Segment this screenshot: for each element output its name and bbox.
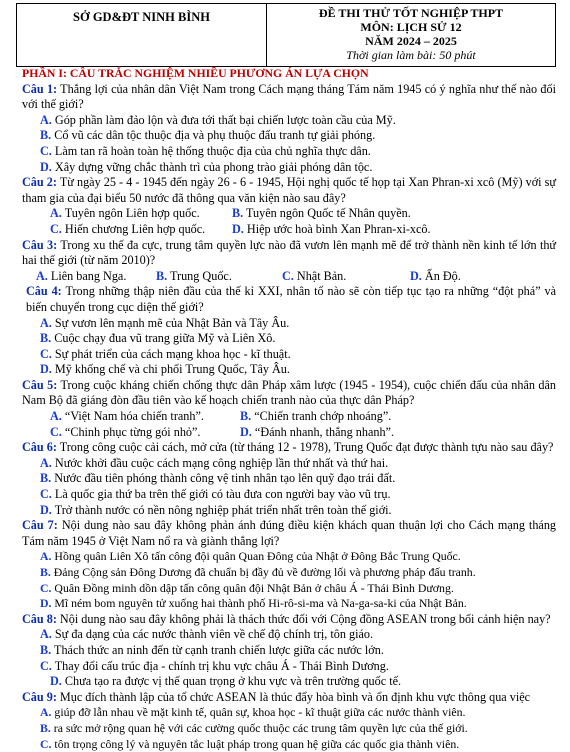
option-text: “Việt Nam hóa chiến tranh”. [64,409,204,424]
option-key: A. [50,206,62,221]
option-row [28,471,556,487]
option-row [28,347,556,363]
option-key: B. [156,268,168,283]
question-text: Nội dung nào sau đây không phải là thách thức đối với Cộng đồng ASEAN trong bối cảnh hiện nay? [59,611,551,626]
option-text: Là quốc gia thứ ba trên thế giới có tàu đưa con người bay vào vũ trụ. [54,487,391,502]
option-row [28,316,556,332]
option-text: Ấn Độ. [424,268,461,283]
option-key: A. [40,112,52,127]
option-text: Tuyên ngôn Quốc tế Nhân quyền. [246,206,411,221]
option-quad-row [28,269,556,285]
option-key: B. [40,565,51,579]
question-number: Câu 8: [22,611,57,626]
option-cell [232,206,411,222]
exam-body [22,66,557,752]
option-text: Liên bang Nga. [50,268,127,283]
option-row [28,705,556,721]
option-text: Chưa tạo ra được vị thế quan trọng ở khu vực và trên trường quốc tế. [64,674,402,689]
department-name: SỞ GD&ĐT NINH BÌNH [73,10,210,24]
option-key: A. [40,315,52,330]
option-key: B. [232,206,244,221]
option-cell [410,269,461,285]
exam-title: ĐỀ THI THỬ TỐT NGHIỆP THPT [318,6,504,20]
question-number: Câu 5: [22,377,58,392]
exam-duration: Thời gian làm bài: 50 phút [346,48,476,62]
question-2 [22,175,556,206]
option-key: D. [240,424,252,439]
option-text: Cuộc chạy đua vũ trang giữa Mỹ và Liên Xô. [54,331,276,346]
option-row [28,737,556,752]
option-row [28,113,556,129]
option-row [28,659,556,675]
option-key: A. [40,627,52,642]
question-6 [22,440,556,456]
option-key: C. [282,268,294,283]
question-number: Câu 1: [22,81,58,96]
option-text: Thay đổi cấu trúc địa - chính trị khu vực châu Á - Thái Bình Dương. [54,658,389,673]
option-key: C. [50,424,62,439]
option-text: Xây dựng vững chắc thành trì của phong trào giải phóng dân tộc. [54,159,373,174]
option-text: Nước khởi đầu cuộc cách mạng công nghiệp lần thứ nhất và thứ hai. [54,455,389,470]
option-text: giúp đỡ lẫn nhau về mặt kinh tế, quân sự, khoa học - kĩ thuật giữa các nước thành viên. [54,705,466,720]
question-text: Trong những thập niên đầu của thế kỉ XXI, nhân tố nào sẽ còn tiếp tục tạo ra những “đột phá” và biến chuyển trong cục diện thế giới? [26,284,557,314]
option-row [28,487,556,503]
question-number: Câu 9: [22,689,57,704]
header-left-cell [17,4,267,66]
option-text: Thách thức an ninh đến từ cạnh tranh chiến lược giữa các nước lớn. [54,642,384,657]
option-text: “Chinh phục từng gói nhỏ”. [64,424,201,439]
option-key: A. [50,409,62,424]
option-text: “Đánh nhanh, thắng nhanh”. [254,424,395,439]
question-text: Trong công cuộc cải cách, mở cửa (từ tháng 12 - 1978), Trung Quốc đạt được thành tựu nào sau đây? [59,440,554,455]
option-text: Sự đa dạng của các nước thành viên về chế độ chính trị, tôn giáo. [54,627,374,642]
question-9 [22,690,556,706]
option-text: Sự vươn lên mạnh mẽ của Nhật Bản và Tây Âu. [54,315,290,330]
option-key: B. [240,409,252,424]
question-5 [22,378,556,409]
option-pair-row [28,222,556,238]
option-key: C. [40,580,52,595]
option-key: C. [40,736,52,751]
option-row [28,331,556,347]
option-text: Hiến chương Liên hợp quốc. [64,221,206,236]
option-row [28,128,556,144]
school-year: NĂM 2024 – 2025 [365,34,457,48]
option-row [28,144,556,160]
option-row [28,503,556,519]
option-key: D. [50,674,62,689]
option-row [28,596,556,612]
subject-name: MÔN: LỊCH SỬ 12 [360,20,462,34]
option-key: D. [40,502,52,517]
option-key: C. [40,658,52,673]
option-key: B. [40,331,52,346]
option-row [28,674,556,690]
option-text: Đảng Cộng sản Đông Dương đã chuẩn bị đầy đủ về đường lối và phương pháp đấu tranh. [53,565,476,579]
option-cell [36,269,156,285]
option-row [28,549,556,565]
question-text: Từ ngày 25 - 4 - 1945 đến ngày 26 - 6 - 1945, Hội nghị quốc tế họp tại Xan Phran-xi xcô (Mỹ) với sự tham gia của đại biểu 50 nước đã thông qua văn kiện nào sau đây? [22,175,557,205]
option-key: C. [50,221,62,236]
option-cell [50,425,240,441]
option-pair-row [28,206,556,222]
question-text: Trong cuộc kháng chiến chống thực dân Pháp xâm lược (1945 - 1954), cuộc chiến đấu của nhân dân Nam Bộ đã giáng đòn đầu tiên vào kế hoạch chiến tranh nào của thực dân Pháp? [22,377,557,408]
question-text: Mục đích thành lập của tổ chức ASEAN là thúc đẩy hòa bình và ổn định khu vực thông qua việc [59,689,531,704]
option-key: B. [40,128,52,143]
option-text: Làm tan rã hoàn toàn hệ thống thuộc địa của chủ nghĩa thực dân. [54,143,371,158]
option-key: B. [40,720,51,735]
option-pair-row [28,425,556,441]
option-text: Quân Đồng minh dồn dập tấn công quân đội Nhật Bản ở châu Á - Thái Bình Dương. [54,580,454,595]
option-text: Mỹ khống chế và chi phối Trung Quốc, Tây Âu. [54,362,290,377]
option-text: Hồng quân Liên Xô tấn công đội quân Quan Đông của Nhật ở Đông Bắc Trung Quốc. [54,549,461,564]
question-number: Câu 2: [22,175,57,190]
option-row [28,581,556,597]
option-cell [282,269,410,285]
option-row [28,565,556,581]
option-text: Nhật Bản. [296,268,347,283]
option-text: Trở thành nước có nền nông nghiệp phát triển nhất trên toàn thế giới. [54,502,392,517]
option-text: Cổ vũ các dân tộc thuộc địa và phụ thuộc đấu tranh tự giải phóng. [54,128,376,143]
question-number: Câu 4: [26,284,62,299]
option-cell [232,222,431,238]
option-row [28,721,556,737]
section-title: PHẦN I: CÂU TRẮC NGHIỆM NHIỀU PHƯƠNG ÁN LỰA CHỌN [22,66,369,80]
question-1 [22,82,556,113]
option-key: A. [36,268,48,283]
option-text: Trung Quốc. [170,268,232,283]
option-row [28,362,556,378]
question-number: Câu 6: [22,440,57,455]
question-text: Thắng lợi của nhân dân Việt Nam trong Cách mạng tháng Tám năm 1945 có ý nghĩa như thế nào đối với thế giới? [22,81,556,112]
option-key: D. [40,159,52,174]
option-row [28,627,556,643]
option-row [28,160,556,176]
option-text: Tuyên ngôn Liên hợp quốc. [64,206,200,221]
question-text: Trong xu thế đa cực, trung tâm quyền lực nào đã vươn lên mạnh mẽ để trở thành nền kinh tế lớn thứ hai thế giới (từ năm 2010)? [22,237,557,268]
option-key: C. [40,143,52,158]
option-text: tôn trọng công lý và nguyên tắc luật pháp trong quan hệ giữa các quốc gia thành viên. [54,736,460,751]
option-key: A. [40,455,52,470]
question-number: Câu 7: [22,518,58,533]
option-row [28,456,556,472]
option-row [28,643,556,659]
option-text: ra sức mở rộng quan hệ với các cường quốc thuộc các trung tâm quyền lực của thế giới. [53,720,468,735]
option-text: Mĩ ném bom nguyên tử xuống hai thành phố Hi-rô-si-ma và Na-ga-sa-ki của Nhật Bản. [54,596,467,611]
question-8 [22,612,556,628]
option-key: A. [40,705,52,720]
option-key: D. [410,268,422,283]
option-key: B. [40,642,52,657]
option-cell [50,222,232,238]
option-key: A. [40,549,52,564]
question-4 [26,284,556,315]
option-text: Góp phần làm đảo lộn và đưa tới thất bại chiến lược toàn cầu của Mỹ. [54,112,396,127]
question-3 [22,238,556,269]
option-key: C. [40,346,52,361]
option-cell [50,409,240,425]
question-7 [22,518,556,549]
option-pair-row [28,409,556,425]
option-cell [156,269,282,285]
question-number: Câu 3: [22,237,58,252]
header-right-cell [267,4,555,66]
option-key: D. [40,362,52,377]
option-text: Hiệp ước hoà bình Xan Phran-xi-xcô. [246,221,431,236]
option-cell [50,206,232,222]
option-cell [240,425,394,441]
option-key: C. [40,487,52,502]
option-text: Sự phát triển của cách mạng khoa học - kĩ thuật. [54,346,291,361]
option-key: D. [40,596,52,611]
option-text: Nước đầu tiên phóng thành công vệ tinh nhân tạo lên quỹ đạo trái đất. [54,471,396,486]
question-text: Nội dung nào sau đây không phản ánh đúng điều kiện khách quan thuận lợi cho Cách mạng tháng Tám năm 1945 ở Việt Nam nổ ra và giành thắng lợi? [22,518,557,548]
option-key: B. [40,471,52,486]
exam-header [16,3,556,67]
option-key: D. [232,221,244,236]
option-text: “Chiến tranh chớp nhoáng”. [254,409,392,424]
option-cell [240,409,391,425]
